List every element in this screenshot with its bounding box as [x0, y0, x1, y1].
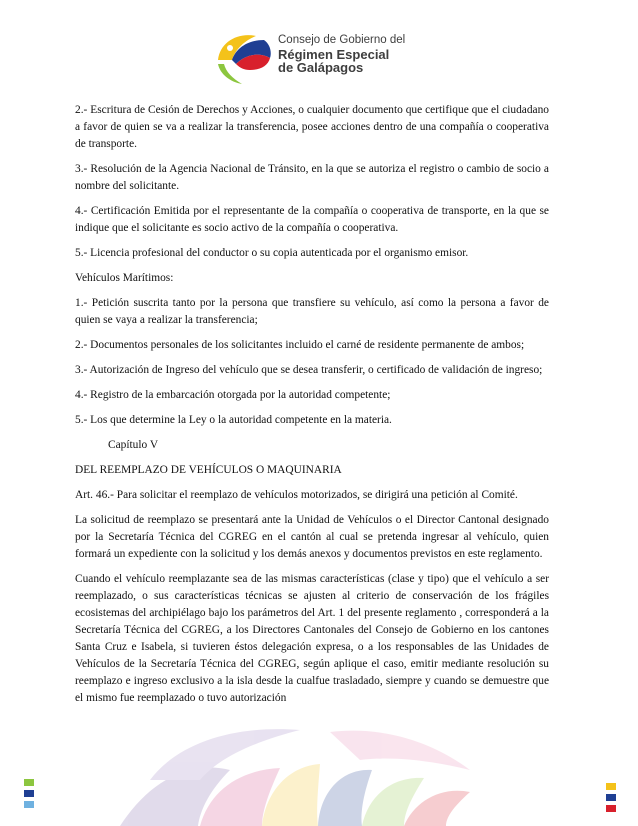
paragraph: 3.- Resolución de la Agencia Nacional de Tránsito, en la que se autoriza el registro o cambio de socio a nombre del solicitante. [75, 163, 549, 192]
paragraph: 2.- Escritura de Cesión de Derechos y Acciones, o cualquier documento que certifique que el ciudadano a favor de quien se va a realizar la transferencia, posee acciones dentro de una compañía o cooperativa de transporte. [75, 104, 549, 150]
logo-line-2: Régimen Especial [278, 47, 390, 62]
page-header [0, 22, 638, 92]
paragraph: Cuando el vehículo reemplazante sea de las mismas características (clase y tipo) que el vehículo a ser reemplazado, o sus características técnicas se ajusten al criterio de conservación de los frágiles ecosistemas del archipiélago bajo los parámetros del Art. 1 del presente reglamento , corresponderá a la Secretaría Técnica del CGREG, a los Directores Cantonales del Consejo de Gobierno en los cantones Santa Cruz e Isabela, si tuvieren éstos delegación expresa, o a los responsables de las Unidades de Vehículos de la Secretaría Técnica del CGREG, según aplique el caso, emitir mediante resolución su reemplazo e ingreso exclusivo a la isla desde la cualfue trasladado, siempre y cuando se demuestre que el mismo fue reemplazado o tuvo autorización [75, 573, 549, 704]
paragraph: La solicitud de reemplazo se presentará ante la Unidad de Vehículos o el Director Cantonal designado por la Secretaría Técnica del CGREG en el cantón al cual se pretenda ingresar al vehículo, quien formará un expediente con la solicitud y los demás anexos y documentos previstos en este reglamento. [75, 514, 549, 560]
cgreg-logo-icon [210, 30, 276, 88]
logo-text [278, 34, 448, 74]
chapter-heading: Capítulo V [108, 439, 159, 451]
paragraph: 5.- Licencia profesional del conductor o su copia autenticada por el organismo emisor. [75, 247, 469, 259]
logo-line-1: Consejo de Gobierno del [278, 34, 406, 46]
paragraph: 4.- Certificación Emitida por el representante de la compañía o cooperativa de transporte, en la que se indique que el solicitante es socio activo de la compañía o cooperativa. [75, 205, 549, 234]
section-heading: DEL REEMPLAZO DE VEHÍCULOS O MAQUINARIA [75, 464, 342, 476]
article-paragraph: Art. 46.- Para solicitar el reemplazo de vehículos motorizados, se dirigirá una petición al Comité. [75, 489, 518, 501]
section-label: Vehículos Marítimos: [75, 272, 174, 284]
margin-mark-right-icon [606, 783, 616, 813]
paragraph: 5.- Los que determine la Ley o la autoridad competente en la materia. [75, 414, 392, 426]
footer-decoration [0, 720, 638, 826]
paragraph: 4.- Registro de la embarcación otorgada por la autoridad competente; [75, 389, 391, 401]
margin-mark-left-icon [24, 779, 34, 809]
paragraph: 1.- Petición suscrita tanto por la persona que transfiere su vehículo, así como la persona a favor de quien se vaya a realizar la transferencia; [75, 297, 549, 326]
paragraph: 2.- Documentos personales de los solicitantes incluido el carné de residente permanente de ambos; [75, 339, 525, 351]
paragraph: 3.- Autorización de Ingreso del vehículo que se desea transferir, o certificado de validación de ingreso; [75, 364, 543, 376]
logo-line-3: de Galápagos [278, 60, 364, 75]
document-body [75, 102, 549, 715]
